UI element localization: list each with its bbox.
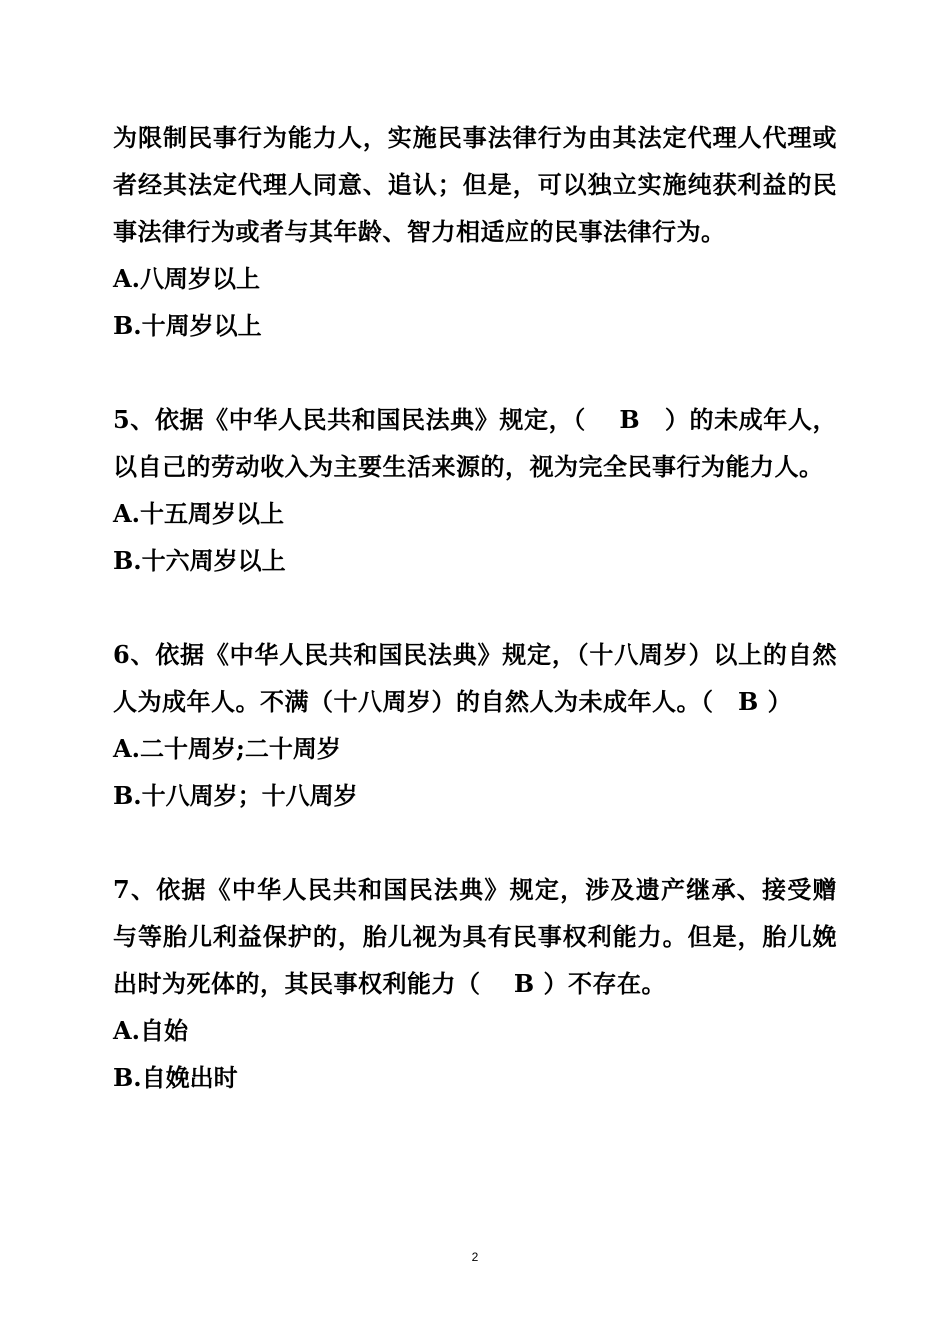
option-b: B.十周岁以上: [113, 311, 262, 340]
question-5-option-a: A.十五周岁以上: [113, 499, 284, 528]
option-a: A.八周岁以上: [113, 264, 260, 293]
question-7-text: 7、依据《中华人民共和国民法典》规定，涉及遗产继承、接受赠与等胎儿利益保护的，胎儿视为具有民事权利能力。但是，胎儿娩出时为死体的，其民事权利能力（ B ）不存在。: [113, 875, 837, 998]
paragraph-spacer: [113, 584, 837, 631]
question-6-text: 6、依据《中华人民共和国民法典》规定，（十八周岁）以上的自然人为成年人。不满（十八周岁）的自然人为未成年人。（ B ）: [113, 640, 837, 716]
page-number: 2: [471, 1250, 479, 1264]
question-5-option-b: B.十六周岁以上: [113, 546, 286, 575]
question-6-option-a: A.二十周岁;二十周岁: [113, 734, 341, 763]
paragraph-spacer: [113, 819, 837, 866]
paragraph-spacer: [113, 349, 837, 396]
question-6-option-b: B.十八周岁；十八周岁: [113, 781, 358, 810]
page-content: [113, 114, 837, 1101]
question-5-text: 5、依据《中华人民共和国民法典》规定，（ B ）的未成年人，以自己的劳动收入为主要生活来源的，视为完全民事行为能力人。: [113, 405, 837, 481]
question-7-option-a: A.自始: [113, 1016, 188, 1045]
question-continuation-text: 为限制民事行为能力人，实施民事法律行为由其法定代理人代理或者经其法定代理人同意、追认；但是，可以独立实施纯获利益的民事法律行为或者与其年龄、智力相适应的民事法律行为。: [113, 123, 837, 246]
question-7-option-b: B.自娩出时: [113, 1063, 238, 1092]
